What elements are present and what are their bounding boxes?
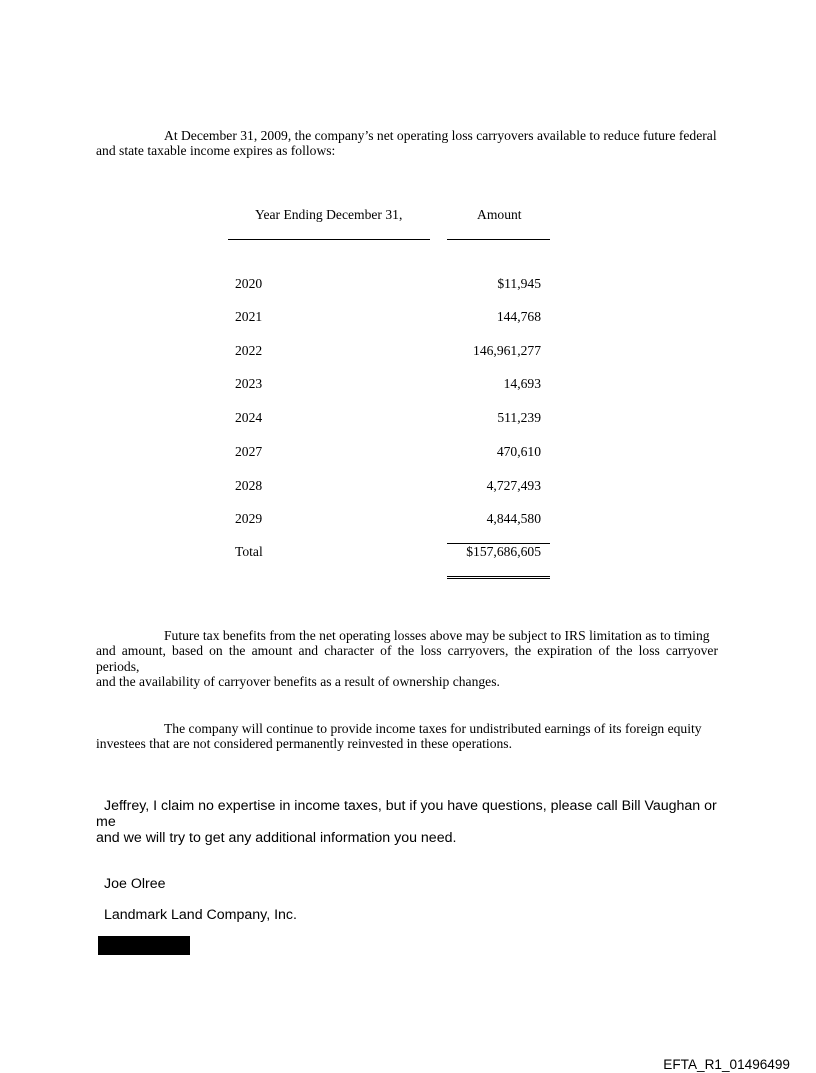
row-year: 2020 xyxy=(235,276,263,291)
intro-line-1: At December 31, 2009, the company’s net operating loss carryovers available to reduce future federal xyxy=(164,128,717,143)
note-line-1: Jeffrey, I claim no expertise in income taxes, but if you have questions, please call Bill Vaughan or me xyxy=(96,798,717,831)
para2-line-3: and the availability of carryover benefits as a result of ownership changes. xyxy=(96,674,500,690)
total-double-rule xyxy=(447,576,550,579)
row-year: 2024 xyxy=(235,410,263,425)
signature-name: Joe Olree xyxy=(104,876,166,892)
foreign-earnings-paragraph xyxy=(96,721,718,752)
intro-line-2: and state taxable income expires as follows: xyxy=(96,143,336,159)
para3-line-2: investees that are not considered permanently reinvested in these operations. xyxy=(96,736,512,752)
para2-line-1: Future tax benefits from the net operating losses above may be subject to IRS limitation as to timing xyxy=(164,628,710,643)
row-year: 2022 xyxy=(235,343,263,358)
row-year: 2023 xyxy=(235,376,263,391)
row-amount: 4,844,580 xyxy=(486,511,541,526)
document-id: EFTA_R1_01496499 xyxy=(663,1057,790,1072)
column-header-year: Year Ending December 31, xyxy=(255,207,403,222)
para3-line-1: The company will continue to provide income taxes for undistributed earnings of its foreign equity xyxy=(164,721,702,736)
row-amount: 14,693 xyxy=(503,376,541,391)
total-amount: $157,686,605 xyxy=(466,544,541,559)
row-year: 2029 xyxy=(235,511,263,526)
row-amount: 4,727,493 xyxy=(486,478,541,493)
intro-paragraph xyxy=(96,128,718,159)
row-amount: 470,610 xyxy=(496,444,541,459)
row-amount: $11,945 xyxy=(497,276,541,291)
para2-line-2: and amount, based on the amount and character of the loss carryovers, the expiration of the loss carryover periods, xyxy=(96,643,718,674)
redaction-block xyxy=(98,936,190,955)
row-year: 2027 xyxy=(235,444,263,459)
column-header-amount: Amount xyxy=(477,207,522,222)
total-label: Total xyxy=(235,544,263,559)
row-year: 2021 xyxy=(235,309,263,324)
note-line-2: and we will try to get any additional information you need. xyxy=(96,830,457,847)
row-year: 2028 xyxy=(235,478,263,493)
amount-header-rule xyxy=(447,239,550,240)
row-amount: 144,768 xyxy=(496,309,541,324)
nol-limitation-paragraph xyxy=(96,628,718,690)
row-amount: 511,239 xyxy=(497,410,541,425)
row-amount: 146,961,277 xyxy=(473,343,541,358)
note-paragraph xyxy=(96,798,726,847)
signature-company: Landmark Land Company, Inc. xyxy=(104,907,297,923)
year-header-rule xyxy=(228,239,430,240)
